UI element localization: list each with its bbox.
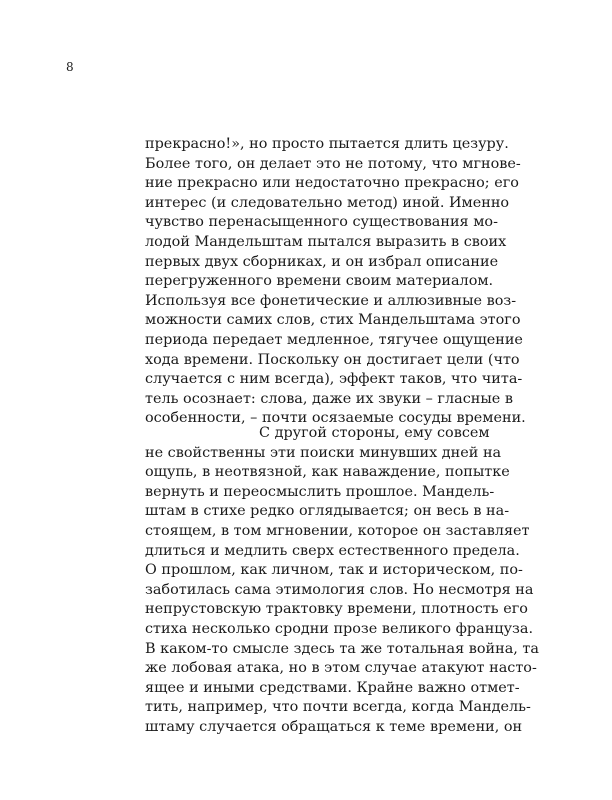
text-line: не свойственны эти поиски минувших дней на <box>145 444 502 461</box>
text-line: Используя все фонетические и аллюзивные воз- <box>145 292 517 309</box>
text-line: лодой Мандельштам пытался выразить в своих <box>145 233 507 250</box>
text-line: Более того, он делает это не потому, что мгнове- <box>145 155 521 172</box>
text-line: В каком-то смысле здесь та же тотальная война, та <box>145 640 539 657</box>
text-line: тить, например, что почти всегда, когда Мандель- <box>145 699 531 716</box>
text-line: заботилась сама этимология слов. Но несмотря на <box>145 581 534 598</box>
text-line: периода передает медленное, тягучее ощущение <box>145 331 523 348</box>
text-line: можности самих слов, стих Мандельштама этого <box>145 312 521 329</box>
text-line: стоящем, в том мгновении, которое он заставляет <box>145 522 530 539</box>
text-line: тель осознает: слова, даже их звуки – гласные в <box>145 390 513 407</box>
paragraph-1 <box>145 135 526 429</box>
text-line: ние прекрасно или недостаточно прекрасно; его <box>145 175 519 192</box>
text-line: штам в стихе редко оглядывается; он весь в на- <box>145 503 510 520</box>
text-line: случается с ним всегда), эффект таков, что чита- <box>145 371 523 388</box>
page-number: 8 <box>66 60 74 74</box>
text-line: штаму случается обращаться к теме времени, он <box>145 718 523 735</box>
text-line: интерес (и следовательно метод) иной. Именно <box>145 194 510 211</box>
text-line: хода времени. Поскольку он достигает цели (что <box>145 351 520 368</box>
text-line: прекрасно!», но просто пытается длить цезуру. <box>145 136 509 152</box>
text-line: длиться и медлить сверх естественного предела. <box>145 542 520 559</box>
text-line: О прошлом, как личном, так и историческом, по- <box>145 562 523 579</box>
text-line: же лобовая атака, но в этом случае атакуют насто- <box>145 660 537 677</box>
text-line: перегруженного времени своим материалом. <box>145 273 494 290</box>
text-line: вернуть и переосмыслить прошлое. Мандель- <box>145 483 495 500</box>
text-line: ощупь, в неотвязной, как наваждение, попытке <box>145 464 510 481</box>
text-line: первых двух сборниках, и он избрал описание <box>145 253 499 270</box>
text-line: чувство перенасыщенного существования мо- <box>145 214 498 231</box>
text-line: С другой стороны, ему совсем <box>259 425 490 441</box>
text-line: ящее и иными средствами. Крайне важно отмет- <box>145 679 520 696</box>
text-line: стиха несколько сродни прозе великого француза. <box>145 620 534 637</box>
text-line: непрустовскую трактовку времени, плотность его <box>145 601 528 618</box>
paragraph-2 <box>145 424 539 738</box>
text-line: особенности, – почти осязаемые сосуды времени. <box>145 410 526 427</box>
